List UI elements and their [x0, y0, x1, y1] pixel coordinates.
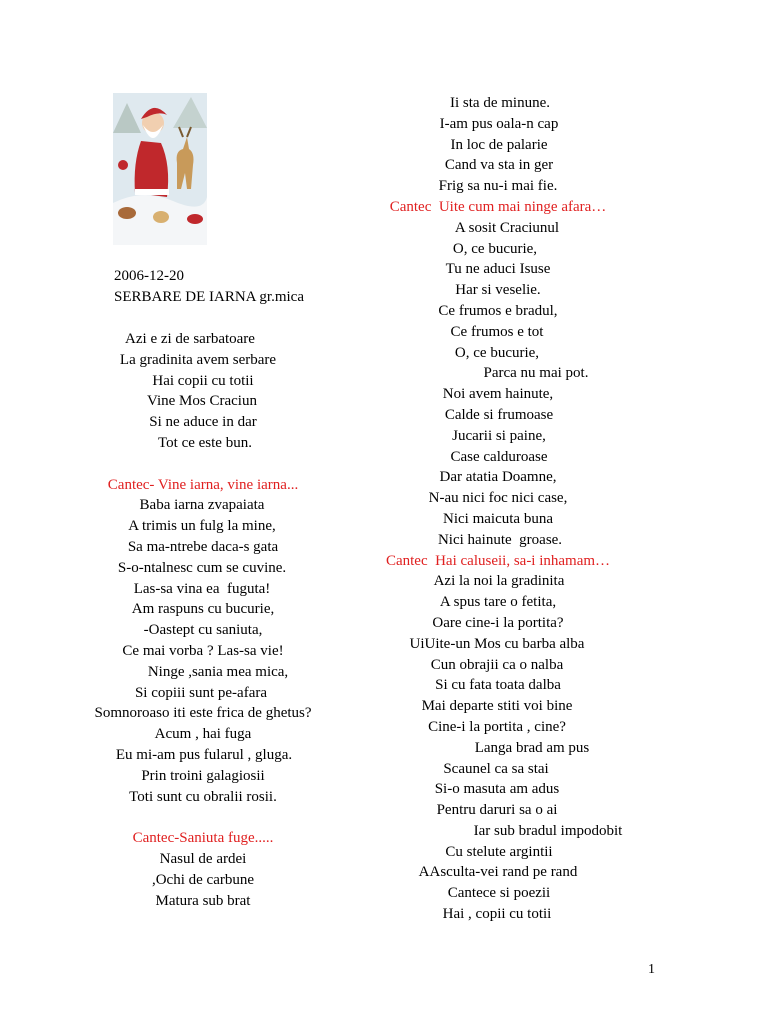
song-title: Cantec- Vine iarna, vine iarna...: [107, 476, 299, 493]
poem-line: Am raspuns cu bucurie,: [131, 601, 275, 618]
poem-line: Har si veselie.: [455, 282, 541, 299]
poem-line: -Oastept cu saniuta,: [143, 622, 263, 639]
poem-line: Ii sta de minune.: [450, 95, 550, 111]
poem-line: UiUite-un Mos cu barba alba: [409, 635, 585, 652]
poem-line: La gradinita avem serbare: [119, 351, 277, 368]
poem-line: N-au nici foc nici case,: [428, 490, 568, 507]
santa-illustration: [113, 93, 207, 245]
poem-line: Noi avem hainute,: [442, 386, 554, 403]
poem-line: Baba iarna zvapaiata: [139, 497, 265, 514]
poem-line: Matura sub brat: [155, 892, 251, 909]
blank-line: [60, 807, 350, 828]
poem-line: Parca nu mai pot.: [483, 365, 589, 382]
poem-line: Case calduroase: [450, 448, 548, 465]
poem-line: A spus tare o fetita,: [439, 594, 557, 611]
poem-column-left: [60, 266, 350, 911]
poem-line: Nasul de ardei: [159, 850, 247, 867]
blank-line: [60, 454, 350, 475]
poem-line: Nici maicuta buna: [443, 510, 553, 527]
poem-line: Sa ma-ntrebe daca-s gata: [127, 538, 279, 555]
poem-line: Cun obrajii ca o nalba: [430, 656, 564, 673]
header-title: SERBARE DE IARNA gr.mica: [114, 289, 304, 305]
poem-line: Si cu fata toata dalba: [435, 677, 561, 694]
poem-line: Las-sa vina ea fuguta!: [133, 580, 271, 597]
poem-line: Si copiii sunt pe-afara: [134, 684, 268, 701]
song-title: Cantec-Saniuta fuge.....: [132, 830, 274, 847]
song-title: Cantec Hai caluseii, sa-i inhamam…: [385, 552, 611, 569]
poem-line: A sosit Craciunul: [454, 219, 560, 236]
poem-line: O, ce bucurie,: [454, 344, 540, 361]
poem-line: A trimis un fulg la mine,: [128, 518, 276, 535]
song-title: Cantec Uite cum mai ninge afara…: [389, 198, 607, 215]
poem-line: ,Ochi de carbune: [151, 871, 255, 888]
poem-line: I-am pus oala-n cap: [439, 115, 559, 132]
poem-line: Hai copii cu totii: [152, 372, 254, 389]
poem-line: Frig sa nu-i mai fie.: [438, 178, 558, 195]
poem-line: Scaunel ca sa stai: [443, 760, 549, 777]
poem-line: Ce mai vorba ? Las-sa vie!: [122, 642, 284, 659]
poem-line: Pentru daruri sa o ai: [436, 802, 558, 819]
poem-line: Toti sunt cu obralii rosii.: [129, 788, 277, 805]
poem-line: Langa brad am pus: [474, 739, 590, 756]
poem-line: Jucarii si paine,: [452, 427, 546, 444]
poem-line: Si-o masuta am adus: [434, 781, 560, 798]
poem-line: Hai , copii cu totii: [442, 906, 552, 923]
poem-line: AAsculta-vei rand pe rand: [418, 864, 578, 881]
poem-line: Oare cine-i la portita?: [432, 614, 564, 631]
poem-line: Azi la noi la gradinita: [433, 573, 565, 590]
poem-line: Cine-i la portita , cine?: [428, 718, 566, 735]
poem-line: Dar atatia Doamne,: [439, 469, 557, 486]
poem-line: Somnoroaso iti este frica de ghetus?: [94, 705, 312, 722]
poem-line: Ce frumos e tot: [450, 323, 544, 340]
page-number: 1: [648, 962, 655, 977]
poem-line: Tot ce este bun.: [158, 434, 252, 451]
poem-line: S-o-ntalnesc cum se cuvine.: [117, 559, 287, 576]
header-date: 2006-12-20: [114, 268, 184, 284]
poem-line: Azi e zi de sarbatoare: [125, 331, 255, 347]
poem-line: Cantece si poezii: [447, 885, 551, 902]
poem-line: Acum , hai fuga: [154, 726, 252, 743]
poem-line: Mai departe stiti voi bine: [421, 698, 573, 715]
poem-line: Cu stelute argintii: [445, 843, 553, 860]
poem-line: Prin troini galagiosii: [141, 767, 265, 784]
poem-line: Vine Mos Craciun: [147, 393, 257, 410]
poem-line: O, ce bucurie,: [452, 240, 538, 257]
poem-line: In loc de palarie: [450, 136, 548, 153]
poem-line: Eu mi-am pus fularul , gluga.: [115, 746, 293, 763]
poem-line: Iar sub bradul impodobit: [473, 822, 623, 839]
poem-column-right: [355, 93, 645, 925]
poem-line: Si ne aduce in dar: [149, 414, 257, 431]
poem-line: Ninge ,sania mea mica,: [147, 663, 289, 680]
poem-line: Tu ne aduci Isuse: [445, 261, 551, 278]
poem-line: Nici hainute groase.: [437, 531, 563, 548]
poem-line: Cand va sta in ger: [444, 157, 554, 174]
poem-line: Calde si frumoase: [444, 406, 554, 423]
poem-line: Ce frumos e bradul,: [438, 302, 558, 319]
